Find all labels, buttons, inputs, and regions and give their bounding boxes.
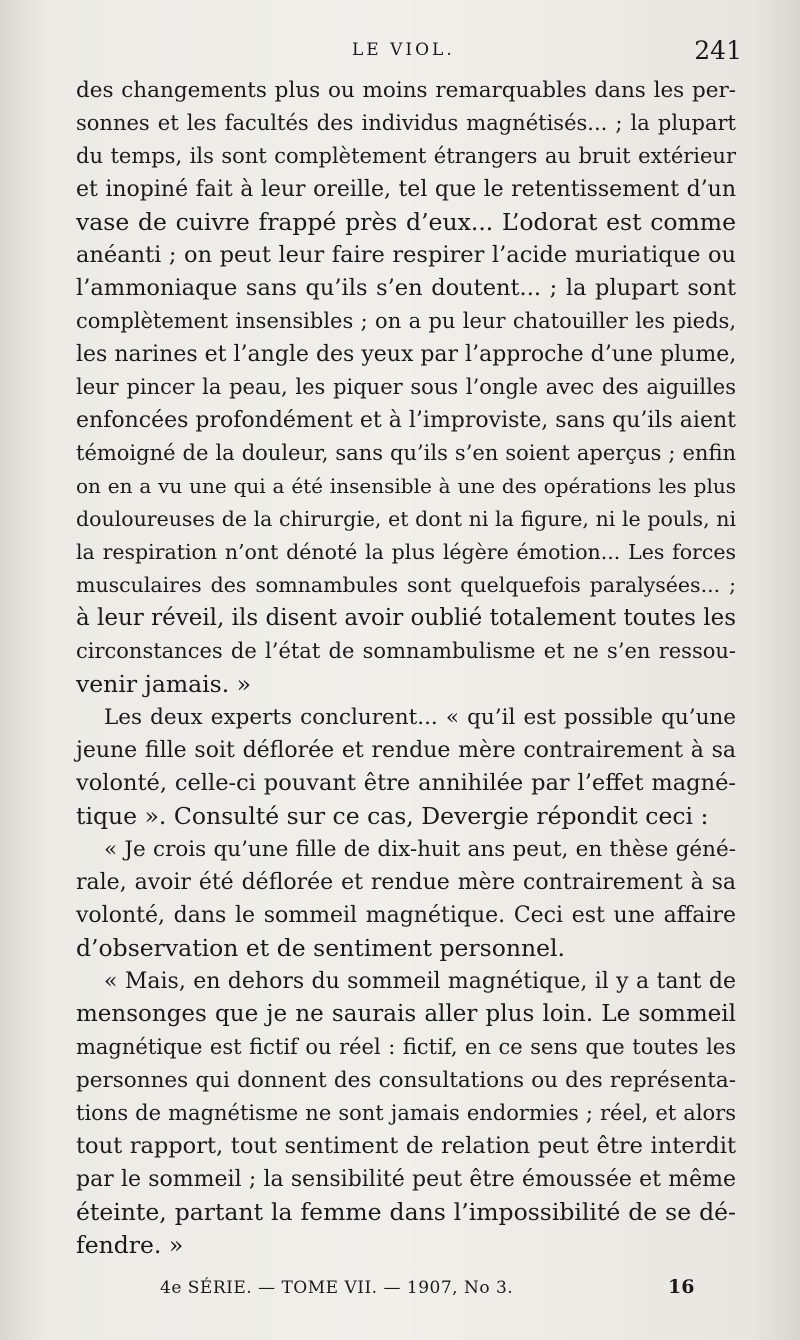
running-title: LE VIOL. bbox=[352, 40, 455, 60]
text-line: témoigné de la douleur, sans qu’ils s’en soient aperçus ; enfin bbox=[76, 441, 736, 465]
text-line: jeune fille soit déflorée et rendue mère contrairement à sa bbox=[76, 738, 736, 763]
text-line: d’observation et de sentiment personnel. bbox=[76, 934, 566, 962]
text-line: complètement insensibles ; on a pu leur chatouiller les pieds, bbox=[76, 309, 736, 333]
text-line: fendre. » bbox=[76, 1231, 184, 1259]
text-line: venir jamais. » bbox=[76, 670, 252, 698]
text-line: mensonges que je ne saurais aller plus loin. Le sommeil bbox=[76, 1001, 736, 1027]
text-line: tique ». Consulté sur ce cas, Devergie répondit ceci : bbox=[76, 802, 709, 830]
text-line: « Mais, en dehors du sommeil magnétique, il y a tant de bbox=[104, 969, 736, 994]
text-line: volonté, dans le sommeil magnétique. Ceci est une affaire bbox=[76, 903, 736, 928]
page-number: 241 bbox=[694, 36, 742, 65]
text-line: du temps, ils sont complètement étrangers au bruit extérieur bbox=[76, 144, 736, 168]
text-line: et inopiné fait à leur oreille, tel que le retentissement d’un bbox=[76, 177, 736, 202]
text-line: des changements plus ou moins remarquables dans les per- bbox=[76, 78, 736, 103]
printer-signature: 4e SÉRIE. — TOME VII. — 1907, No 3. bbox=[160, 1278, 514, 1298]
text-line: circonstances de l’état de somnambulisme et ne s’en ressou- bbox=[76, 639, 736, 663]
text-line: musculaires des somnambules sont quelquefois paralysées... ; bbox=[76, 573, 736, 597]
page-footer bbox=[0, 1276, 800, 1304]
text-line: rale, avoir été déflorée et rendue mère contrairement à sa bbox=[76, 870, 736, 895]
text-line: sonnes et les facultés des individus magnétisés... ; la plupart bbox=[76, 111, 736, 135]
text-line: l’ammoniaque sans qu’ils s’en doutent... ; la plupart sont bbox=[76, 275, 736, 301]
text-line: volonté, celle-ci pouvant être annihilée par l’effet magné- bbox=[76, 770, 736, 796]
text-line: personnes qui donnent des consultations ou des représenta- bbox=[76, 1068, 736, 1093]
text-line: la respiration n’ont dénoté la plus légère émotion... Les forces bbox=[76, 540, 736, 564]
text-line: « Je crois qu’une fille de dix-huit ans peut, en thèse géné- bbox=[104, 837, 736, 862]
text-line: vase de cuivre frappé près d’eux... L’odorat est comme bbox=[76, 208, 736, 236]
text-line: à leur réveil, ils disent avoir oublié totalement toutes les bbox=[76, 605, 737, 631]
text-line: anéanti ; on peut leur faire respirer l’acide muriatique ou bbox=[76, 242, 736, 268]
text-line: enfoncées profondément et à l’improviste, sans qu’ils aient bbox=[76, 408, 736, 433]
text-line: douloureuses de la chirurgie, et dont ni la figure, ni le pouls, ni bbox=[76, 507, 736, 531]
text-line: leur pincer la peau, les piquer sous l’ongle avec des aiguilles bbox=[76, 375, 736, 399]
sheet-number: 16 bbox=[668, 1276, 695, 1298]
text-line: éteinte, partant la femme dans l’impossibilité de se dé- bbox=[76, 1198, 736, 1226]
text-line: Les deux experts conclurent... « qu’il est possible qu’une bbox=[104, 705, 736, 730]
running-head bbox=[0, 36, 800, 66]
body-text bbox=[76, 74, 736, 1262]
text-line: tions de magnétisme ne sont jamais endormies ; réel, et alors bbox=[76, 1101, 736, 1125]
text-line: par le sommeil ; la sensibilité peut être émoussée et même bbox=[76, 1167, 736, 1192]
text-line: magnétique est fictif ou réel : fictif, en ce sens que toutes les bbox=[76, 1035, 736, 1059]
text-line: les narines et l’angle des yeux par l’approche d’une plume, bbox=[76, 342, 737, 367]
text-line: tout rapport, tout sentiment de relation peut être interdit bbox=[76, 1133, 736, 1159]
text-line: on en a vu une qui a été insensible à une des opérations les plus bbox=[76, 474, 736, 498]
